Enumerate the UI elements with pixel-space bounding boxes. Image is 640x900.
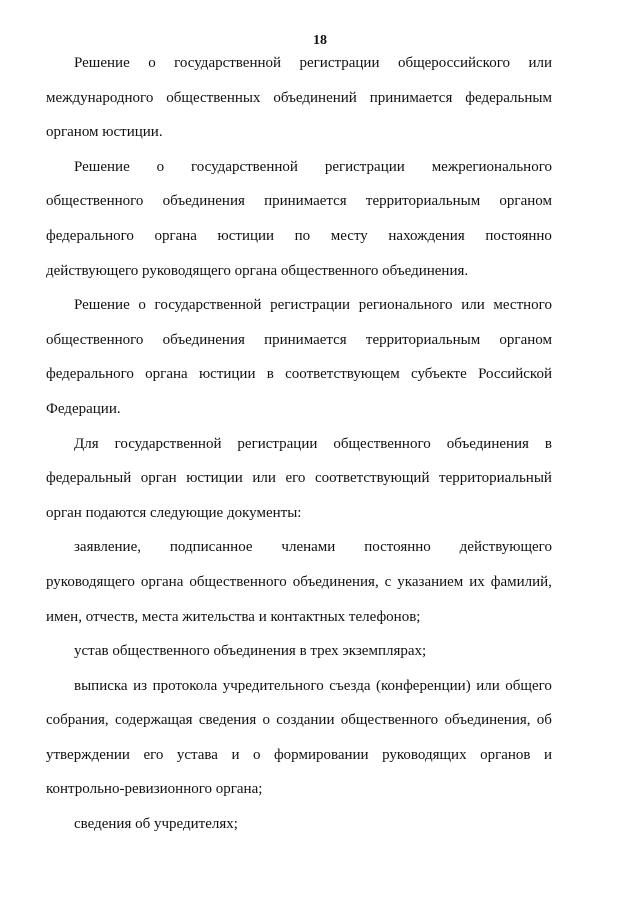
text-line: устав общественного объединения в трех экземплярах;	[74, 643, 427, 660]
word: об	[536, 712, 552, 729]
word: Российской	[478, 366, 552, 383]
word: формировании	[273, 746, 369, 763]
word: регистрации	[324, 158, 405, 175]
word: их	[469, 573, 485, 590]
word: органа	[140, 573, 184, 590]
word: общего	[505, 677, 552, 694]
word: или	[461, 297, 485, 314]
word: регистрации	[270, 297, 351, 314]
word: межрегионального	[431, 158, 552, 175]
word: орган	[140, 470, 177, 487]
word: территориальный	[439, 470, 552, 487]
paragraph	[46, 433, 552, 537]
word: объединения	[162, 193, 245, 210]
text-line	[46, 52, 552, 87]
word: государственной	[114, 435, 222, 452]
text-line: имен, отчеств, места жительства и контактных телефонов;	[46, 608, 421, 625]
word: устава	[176, 746, 218, 763]
word: фамилий,	[490, 573, 552, 590]
word: юстиции	[198, 366, 256, 383]
word: о	[252, 746, 261, 763]
text-line: Федерации.	[46, 400, 121, 417]
word: органа	[154, 227, 197, 244]
text-line	[46, 536, 552, 571]
word: о	[148, 55, 156, 71]
paragraph	[46, 294, 552, 432]
word: объединения	[162, 331, 245, 348]
word: объединения	[446, 435, 529, 452]
word: заявление,	[74, 539, 141, 556]
word: соответствующий	[314, 470, 430, 487]
word: принимается	[369, 89, 453, 106]
word: собрания,	[46, 712, 109, 729]
word: по	[294, 227, 311, 244]
word: или	[476, 677, 500, 694]
word: о	[156, 158, 165, 175]
word: местного	[493, 297, 552, 314]
word: сведения	[198, 712, 257, 729]
text-line: сведения об учредителях;	[74, 816, 238, 833]
word: государственной	[191, 158, 298, 175]
document-body	[46, 52, 552, 848]
word: субъекте	[411, 366, 467, 383]
text-line	[46, 571, 552, 606]
word: Решение	[74, 297, 130, 314]
word: общественного	[333, 435, 431, 452]
word: органа	[145, 366, 188, 383]
word: или	[528, 55, 552, 71]
word: содержащая	[114, 712, 193, 729]
word: подписанное	[169, 539, 253, 556]
word: общественного	[340, 712, 439, 729]
word: юстиции	[217, 227, 275, 244]
word: из	[133, 677, 148, 694]
text-line: контрольно-ревизионного органа;	[46, 781, 263, 798]
word: органом	[499, 193, 552, 210]
word: и	[231, 746, 240, 763]
word: Для	[74, 435, 99, 452]
paragraph	[46, 675, 552, 813]
word: Решение	[74, 55, 130, 71]
word: (конференции)	[376, 677, 471, 694]
word: общественного	[46, 331, 144, 348]
word: о	[262, 712, 271, 729]
word: и	[543, 746, 552, 763]
text-line	[46, 225, 552, 260]
text-line	[46, 744, 552, 779]
word: органом	[499, 331, 552, 348]
word: объединений	[273, 89, 357, 106]
paragraph	[46, 156, 552, 294]
text-line: действующего руководящего органа общественного объединения.	[46, 262, 469, 279]
word: принимается	[264, 331, 347, 348]
word: федеральным	[465, 89, 552, 106]
word: с	[384, 573, 392, 590]
word: федерального	[46, 366, 134, 383]
word: утверждении	[46, 746, 130, 763]
word: Решение	[74, 158, 130, 175]
text-line	[46, 363, 552, 398]
word: протокола	[152, 677, 218, 694]
text-line	[46, 156, 552, 191]
text-line	[46, 329, 552, 364]
word: выписка	[74, 677, 128, 694]
text-line	[46, 87, 552, 122]
word: федеральный	[46, 470, 132, 487]
word: нахождения	[388, 227, 465, 244]
word: общественного	[189, 573, 287, 590]
word: объединения,	[292, 573, 379, 590]
word: регистрации	[299, 55, 380, 71]
paragraph	[46, 640, 552, 675]
paragraph	[46, 536, 552, 640]
word: регионального	[358, 297, 453, 314]
word: руководящего	[46, 573, 135, 590]
word: его	[143, 746, 164, 763]
word: учредительного	[222, 677, 324, 694]
word: юстиции	[186, 470, 243, 487]
word: постоянно	[364, 539, 431, 556]
word: соответствующем	[285, 366, 400, 383]
word: государственной	[174, 55, 282, 71]
text-line	[46, 467, 552, 502]
word: федерального	[46, 227, 134, 244]
word: указанием	[397, 573, 464, 590]
word: территориальным	[365, 193, 481, 210]
word: международного	[46, 89, 154, 106]
word: регистрации	[237, 435, 318, 452]
word: членами	[281, 539, 336, 556]
paragraph	[46, 52, 552, 156]
word: месту	[330, 227, 368, 244]
word: или	[252, 470, 276, 487]
word: его	[285, 470, 306, 487]
word: действующего	[459, 539, 552, 556]
word: о	[138, 297, 146, 314]
text-line	[46, 433, 552, 468]
word: в	[266, 366, 274, 383]
word: создании	[276, 712, 335, 729]
word: органов	[480, 746, 531, 763]
text-line	[46, 190, 552, 225]
word: объединения,	[444, 712, 531, 729]
text-line	[46, 709, 552, 744]
text-line	[46, 294, 552, 329]
word: общественных	[166, 89, 261, 106]
word: принимается	[264, 193, 347, 210]
word: в	[544, 435, 552, 452]
word: съезда	[329, 677, 371, 694]
word: общероссийского	[397, 55, 510, 71]
word: руководящих	[382, 746, 467, 763]
word: государственной	[154, 297, 262, 314]
text-line: органом юстиции.	[46, 124, 163, 141]
text-line: орган подаются следующие документы:	[46, 504, 302, 521]
word: территориальным	[365, 331, 481, 348]
page-number: 18	[313, 33, 327, 48]
paragraph	[46, 813, 552, 848]
word: общественного	[46, 193, 144, 210]
word: постоянно	[485, 227, 552, 244]
text-line	[46, 675, 552, 710]
